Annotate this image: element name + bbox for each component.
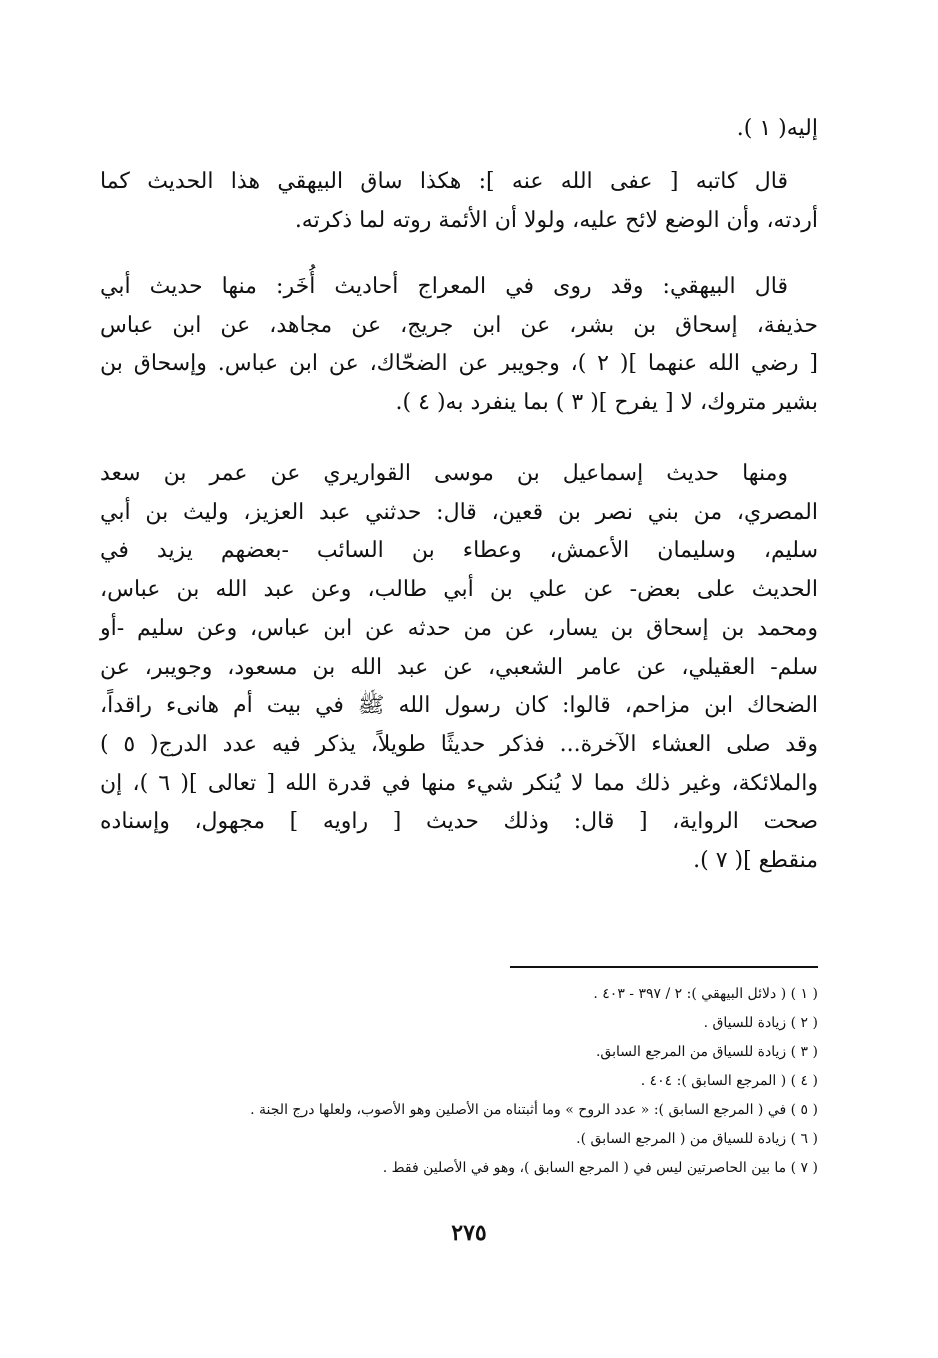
text-line: حذيفة، إسحاق بن بشر، عن ابن جريج، عن مجاهد، عن ابن عباس [100, 312, 818, 338]
text-line: الحديث على بعض- عن علي بن أبي طالب، وعن عبد الله بن عباس، [100, 577, 818, 603]
footnote-4: ( ٤ ) ( المرجع السابق ): ٤٠٤ . [640, 1073, 818, 1089]
text-line: صحت الرواية، [ قال: وذلك حديث [ راويه ] مجهول، وإسناده [100, 809, 818, 835]
text-line: [ رضي الله عنهما ]( ٢ )، وجويبر عن الضحّاك، عن ابن عباس. وإسحاق بن [100, 351, 818, 377]
text-line: وقد صلى العشاء الآخرة... فذكر حديثًا طويلاً، يذكر فيه عدد الدرج( ٥ ) [100, 731, 818, 757]
text-line: منقطع ]( ٧ ). [693, 848, 818, 874]
text-line: والملائكة، وغير ذلك مما لا يُنكر شيء منها في قدرة الله [ تعالى ]( ٦ )، إن [100, 770, 818, 796]
paragraph-qawariri [100, 455, 818, 881]
text-line: سلم- العقيلي، عن عامر الشعبي، عن عبد الله بن مسعود، وجويبر، عن [100, 654, 818, 680]
footnote-3: ( ٣ ) زيادة للسياق من المرجع السابق. [595, 1044, 818, 1060]
page-number: ٢٧٥ [451, 1220, 487, 1246]
footnote-2: ( ٢ ) زيادة للسياق . [703, 1015, 818, 1031]
paragraph-continuation [100, 110, 818, 149]
footnote-1: ( ١ ) ( دلائل البيهقي ): ٢ / ٣٩٧ - ٤٠٣ . [593, 986, 818, 1002]
text-line: ومحمد بن إسحاق بن يسار، عن من حدثه عن ابن عباس، وعن سليم -أو [100, 615, 818, 641]
paragraph-author-note [100, 163, 818, 240]
text-line: الضحاك ابن مزاحم، قالوا: كان رسول الله ﷺ في بيت أم هانىء راقداً، [100, 693, 818, 719]
footnote-divider [510, 966, 818, 968]
text-line: ومنها حديث إسماعيل بن موسى القواريري عن عمر بن سعد [100, 461, 788, 486]
footnote-5: ( ٥ ) في ( المرجع السابق ): « عدد الروح » وما أثبتناه من الأصلين وهو الأصوب، ولعلها درج الجنة . [250, 1102, 818, 1118]
text-line: إليه( ١ ). [736, 116, 818, 141]
text-line: قال البيهقي: وقد روى في المعراج أحاديث أُخَر: منها حديث أبي [100, 274, 788, 299]
paragraph-bayhaqi [100, 268, 818, 423]
text-line: أردته، وأن الوضع لائح عليه، ولولا أن الأئمة روته لما ذكرته. [294, 207, 818, 233]
text-line: بشير متروك، لا [ يفرح ]( ٣ ) بما ينفرد به( ٤ ). [395, 390, 818, 416]
text-line: المصري، من بني نصر بن قعين، قال: حدثني عبد العزيز، وليث بن أبي [100, 499, 818, 525]
text-line: سليم، وسليمان الأعمش، وعطاء بن السائب -بعضهم يزيد في [100, 538, 818, 564]
footnote-6: ( ٦ ) زيادة للسياق من ( المرجع السابق ). [576, 1131, 818, 1147]
text-line: قال كاتبه [ عفى الله عنه ]: هكذا ساق البيهقي هذا الحديث كما [100, 169, 788, 194]
footnote-7: ( ٧ ) ما بين الحاصرتين ليس في ( المرجع السابق )، وهو في الأصلين فقط . [382, 1160, 818, 1176]
footnotes [100, 980, 818, 1183]
